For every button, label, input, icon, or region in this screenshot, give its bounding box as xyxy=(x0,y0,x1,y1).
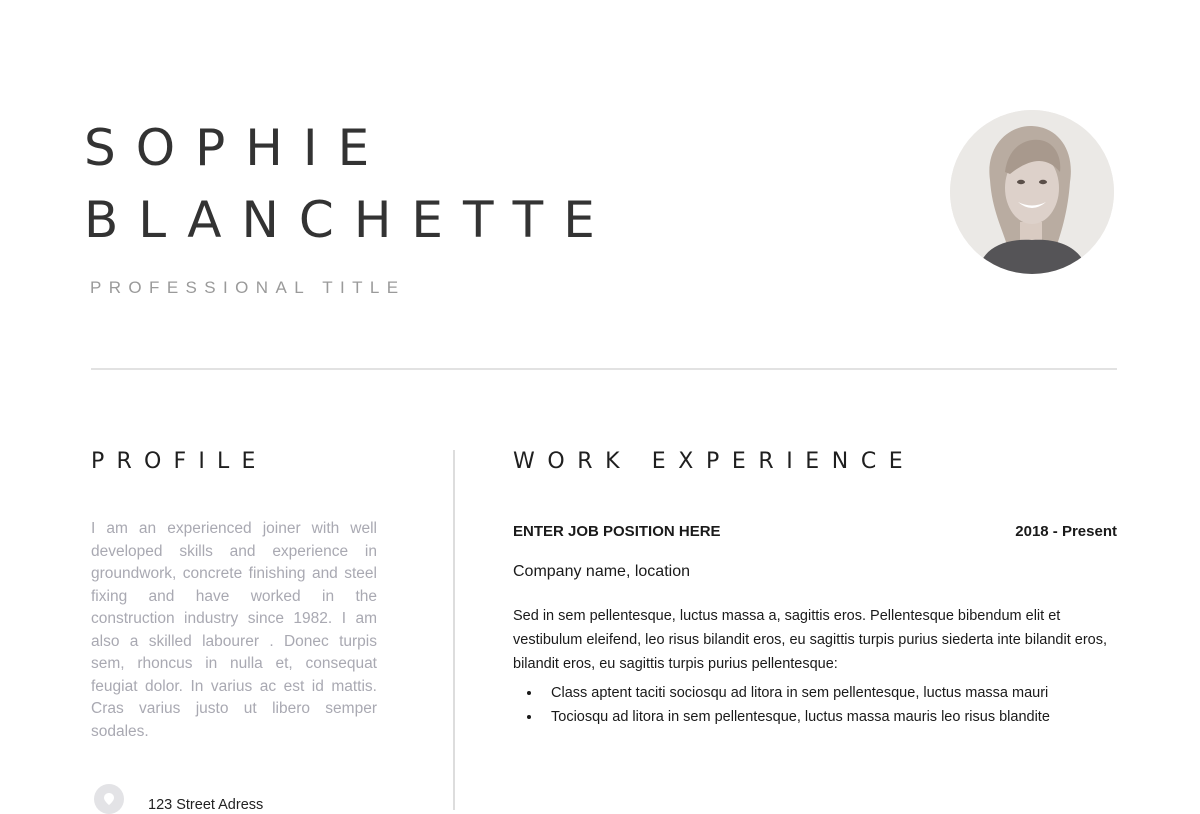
job-description: Sed in sem pellentesque, luctus massa a, sagittis eros. Pellentesque bibendum elit et vestibulum eleifend, leo risus bilandit eros, eu sagittis turpis purius siederta inte bilandit eros, bilandit eros, eu sagittis turpis purius pellentesque: xyxy=(513,608,1108,672)
last-name: BLANCHETTE xyxy=(84,191,615,249)
profile-heading: PROFILE xyxy=(91,449,268,474)
first-name: SOPHIE xyxy=(84,119,390,177)
job-dates: 2018 - Present xyxy=(1015,523,1117,540)
professional-title: PROFESSIONAL TITLE xyxy=(90,278,406,297)
list-item: Class aptent taciti sociosqu ad litora in sem pellentesque, luctus massa mauri xyxy=(513,681,1153,705)
company-location: Company name, location xyxy=(513,563,690,580)
job-position: ENTER JOB POSITION HERE xyxy=(513,523,721,540)
profile-text: I am an experienced joiner with well developed skills and experience in groundwork, concrete finishing and steel fixing and have worked in the construction industry since 1982. I am also a skilled labourer . Donec turpis sem, rhoncus in nulla et, consequat feugiat dolor. In varius ac est id mattis. Cras varius justo ut libero semper sodales. xyxy=(91,520,377,740)
job-bullets xyxy=(513,681,1153,729)
resume-name xyxy=(84,112,615,256)
column-divider xyxy=(453,450,455,810)
profile-photo xyxy=(950,110,1114,274)
address-text: 123 Street Adress xyxy=(148,797,264,813)
header-divider xyxy=(91,368,1117,370)
list-item: Tociosqu ad litora in sem pellentesque, luctus massa mauris leo risus blandite xyxy=(513,705,1153,729)
location-icon xyxy=(94,784,124,814)
work-experience-heading: WORK EXPERIENCE xyxy=(513,449,916,474)
contact-address xyxy=(94,784,263,814)
